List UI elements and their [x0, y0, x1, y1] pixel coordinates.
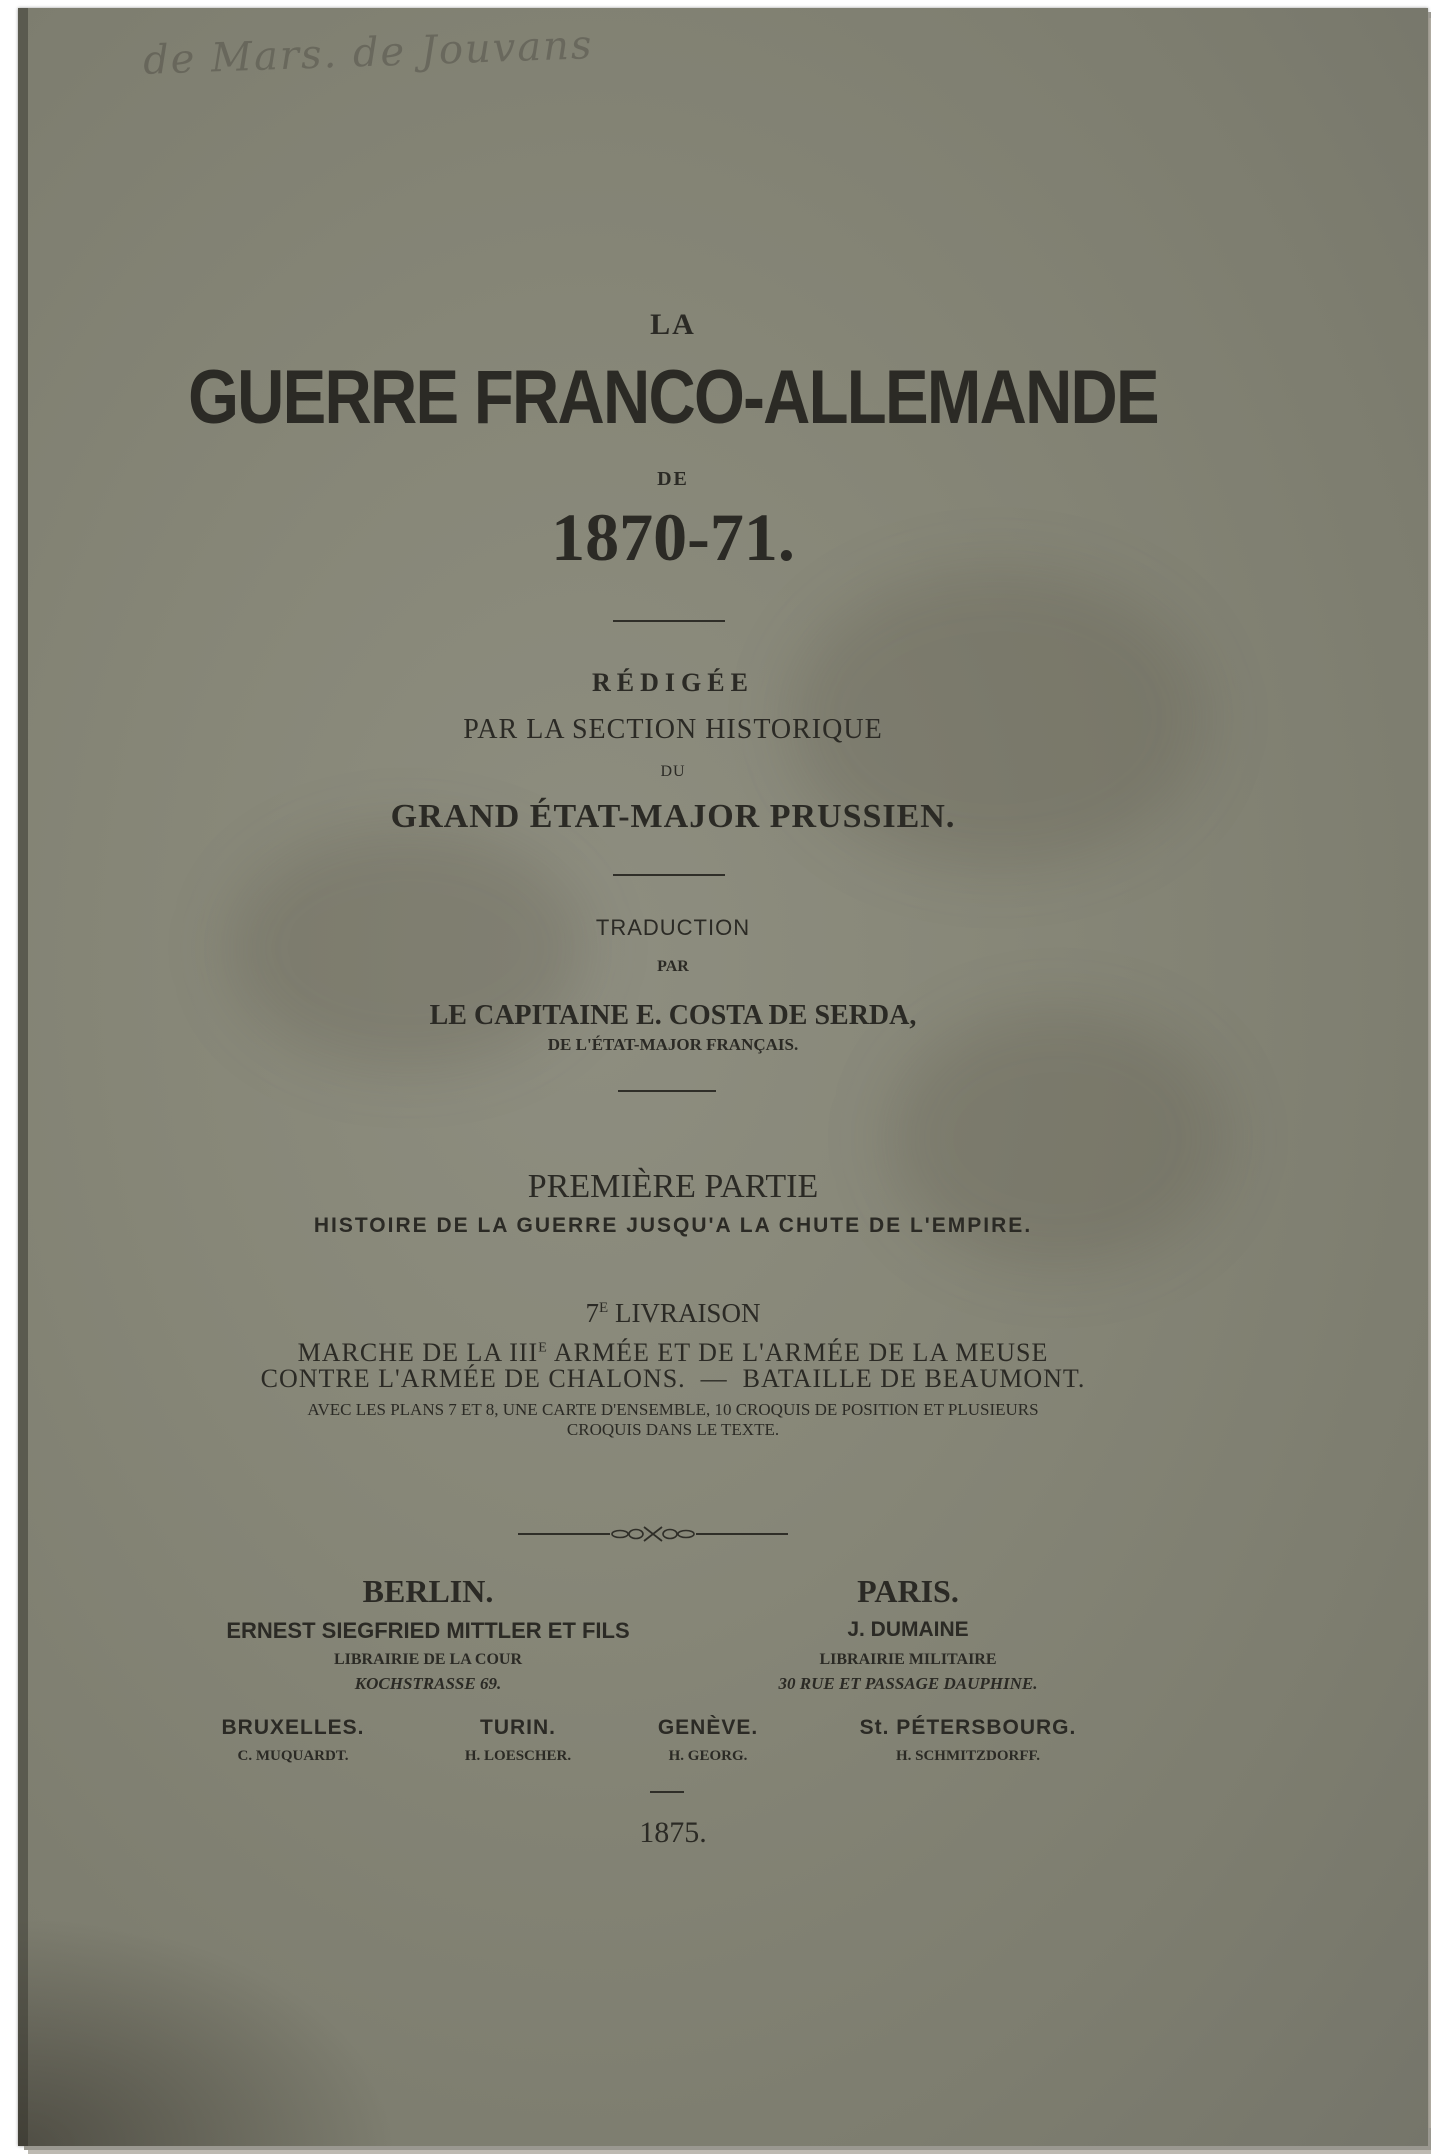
livraison-number: 7 [585, 1298, 600, 1328]
worn-corner [18, 1916, 398, 2146]
livraison-line-3: AVEC LES PLANS 7 ET 8, UNE CARTE D'ENSEMBLE, 10 CROQUIS DE POSITION ET PLUSIEURS [307, 1400, 1039, 1419]
main-title: GUERRE FRANCO-ALLEMANDE [188, 355, 1158, 440]
paris-line-2: 30 RUE ET PASSAGE DAUPHINE. [778, 1674, 1038, 1693]
other-publisher: C. MUQUARDT. [237, 1748, 349, 1764]
livraison-line-2: CONTRE L'ARMÉE DE CHALONS. — BATAILLE DE BEAUMONT. [260, 1364, 1086, 1393]
divider [618, 1090, 716, 1092]
part-title: PREMIÈRE PARTIE [527, 1168, 819, 1205]
redigee-label: RÉDIGÉE [592, 668, 754, 697]
title-de: DE [657, 468, 689, 490]
du-line: DU [660, 763, 686, 780]
other-publisher: H. GEORG. [668, 1748, 748, 1764]
paris-publisher-name: J. DUMAINE [847, 1618, 969, 1641]
berlin-line-1: LIBRAIRIE DE LA COUR [333, 1651, 523, 1668]
divider [613, 874, 725, 876]
title-article: LA [650, 308, 696, 341]
divider [613, 620, 725, 622]
paris-city: PARIS. [857, 1573, 959, 1609]
book-cover [18, 8, 1428, 2146]
livraison-line-1-b: ARMÉE ET DE L'ARMÉE DE LA MEUSE [547, 1338, 1049, 1367]
ornamental-rule [518, 1524, 788, 1544]
other-city: TURIN. [480, 1716, 556, 1739]
divider [650, 1791, 684, 1793]
livraison-line-1-a: MARCHE DE LA III [297, 1338, 539, 1367]
livraison-heading [28, 1298, 1318, 1329]
translator-affiliation: DE L'ÉTAT-MAJOR FRANÇAIS. [547, 1035, 799, 1054]
title-years: 1870-71. [551, 499, 795, 575]
section-line: PAR LA SECTION HISTORIQUE [463, 714, 883, 745]
paris-line-1: LIBRAIRIE MILITAIRE [819, 1651, 997, 1668]
other-publisher: H. SCHMITZDORFF. [895, 1748, 1041, 1764]
other-city: GENÈVE. [657, 1716, 759, 1739]
stain [228, 828, 588, 1068]
part-subtitle: HISTOIRE DE LA GUERRE JUSQU'A LA CHUTE DE L'EMPIRE. [313, 1214, 1033, 1237]
berlin-line-2: KOCHSTRASSE 69. [354, 1674, 502, 1693]
berlin-city: BERLIN. [362, 1573, 494, 1609]
berlin-publisher-name: ERNEST SIEGFRIED MITTLER ET FILS [226, 1618, 630, 1643]
livraison-label: LIVRAISON [608, 1298, 761, 1328]
publication-year: 1875. [639, 1816, 707, 1849]
livraison-line-1-sup: E [538, 1340, 548, 1356]
other-city: BRUXELLES. [221, 1716, 365, 1739]
par-line: PAR [657, 958, 689, 975]
translation-label: TRADUCTION [595, 915, 751, 940]
handwritten-inscription: de Mars. de Jouvans [142, 22, 595, 84]
livraison-number-sup: E [599, 1300, 609, 1316]
staff-line: GRAND ÉTAT-MAJOR PRUSSIEN. [390, 798, 956, 835]
livraison-line-4: CROQUIS DANS LE TEXTE. [566, 1420, 780, 1439]
translator-name: LE CAPITAINE E. COSTA DE SERDA, [429, 1000, 917, 1031]
other-city: St. PÉTERSBOURG. [859, 1716, 1077, 1739]
other-publisher: H. LOESCHER. [464, 1748, 572, 1764]
